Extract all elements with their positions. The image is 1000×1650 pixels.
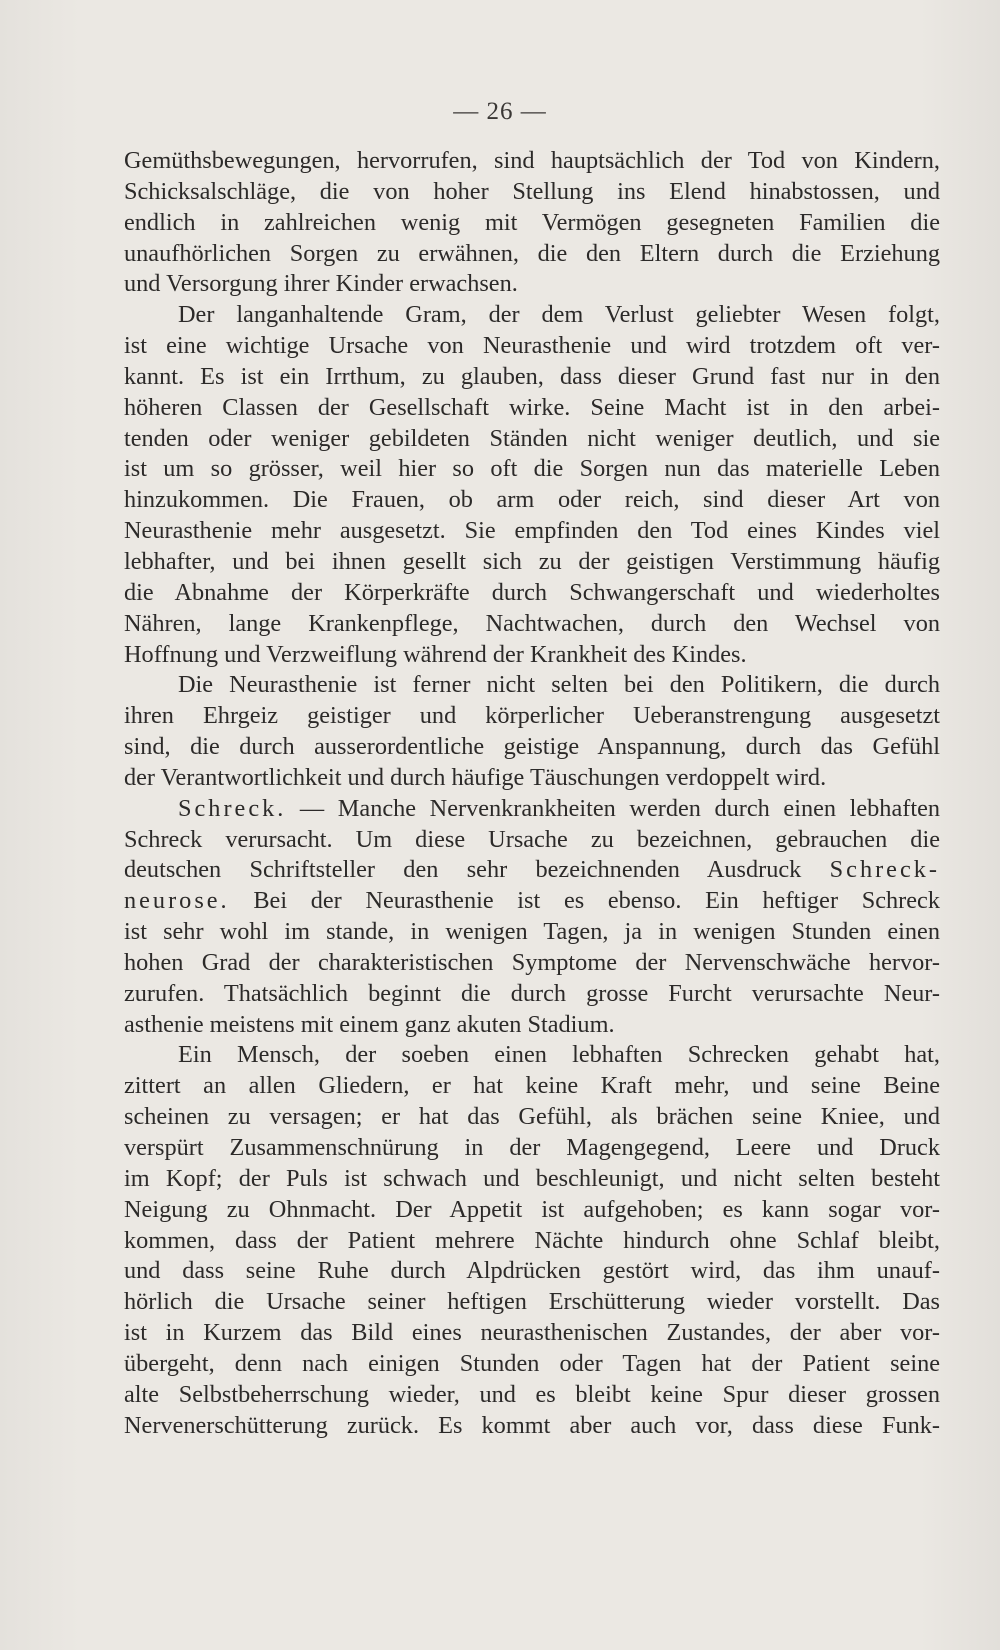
text-line: und Versorgung ihrer Kinder erwachsen. [124, 270, 518, 298]
text-line: hohen Grad der charakteristischen Symptome der Nervenschwäche hervor- [124, 948, 940, 976]
text-line: verspürt Zusammenschnürung in der Magengegend, Leere und Druck [124, 1134, 940, 1161]
line-text: deutschen Schriftsteller den sehr bezeichnenden Ausdruck [124, 856, 802, 884]
text-line: Schicksalschläge, die von hoher Stellung ins Elend hinabstossen, und [124, 177, 940, 205]
term-emphasis: Schreck- [829, 856, 940, 884]
text-line: die Abnahme der Körperkräfte durch Schwangerschaft und wiederholtes [124, 578, 940, 606]
page-number: — 26 — [453, 98, 547, 125]
text-line: Hoffnung und Verzweiflung während der Krankheit des Kindes. [124, 640, 747, 668]
text-line: unaufhörlichen Sorgen zu erwähnen, die den Eltern durch die Erziehung [124, 239, 940, 267]
paragraph-schreck-rest [124, 917, 940, 1040]
text-line: höheren Classen der Gesellschaft wirke. Seine Macht ist in den arbei- [124, 393, 940, 421]
text-line: lebhafter, und bei ihnen gesellt sich zu der geistigen Verstimmung häufig [124, 547, 940, 575]
text-line: im Kopf; der Puls ist schwach und beschleunigt, und nicht selten besteht [124, 1164, 940, 1192]
line-text: — Manche Nervenkrankheiten werden durch einen lebhaften [299, 794, 941, 822]
text-line: kommen, dass der Patient mehrere Nächte hindurch ohne Schlaf bleibt, [124, 1226, 940, 1254]
text-line: endlich in zahlreichen wenig mit Vermögen gesegneten Familien die [124, 208, 940, 236]
text-line: ist eine wichtige Ursache von Neurasthenie und wird trotzdem oft ver- [124, 332, 940, 360]
text-line: der Verantwortlichkeit und durch häufige Täuschungen verdoppelt wird. [124, 763, 827, 791]
text-line: asthenie meistens mit einem ganz akuten Stadium. [124, 1010, 615, 1038]
text-line: Nähren, lange Krankenpflege, Nachtwachen, durch den Wechsel von [124, 609, 940, 637]
text-line: hinzukommen. Die Frauen, ob arm oder reich, sind dieser Art von [124, 486, 940, 514]
text-line: ist um so grösser, weil hier so oft die Sorgen nun das materielle Leben [124, 455, 940, 483]
text-line: übergeht, denn nach einigen Stunden oder Tagen hat der Patient seine [124, 1349, 940, 1377]
text-line: Gemüthsbewegungen, hervorrufen, sind hauptsächlich der Tod von Kindern, [124, 147, 940, 174]
text-line [124, 794, 940, 825]
text-line: Nervenerschütterung zurück. Es kommt aber auch vor, dass diese Funk- [124, 1411, 940, 1439]
text-line: Die Neurasthenie ist ferner nicht selten bei den Politikern, die durch [178, 671, 940, 699]
body-text [124, 146, 940, 1441]
section-heading-schreck: Schreck. [178, 794, 287, 822]
text-line: ist sehr wohl im stande, in wenigen Tagen, ja in wenigen Stunden einen [124, 918, 940, 946]
text-line: ihren Ehrgeiz geistiger und körperlicher Ueberanstrengung ausgesetzt [124, 702, 940, 730]
text-line: zurufen. Thatsächlich beginnt die durch grosse Furcht verursachte Neur- [124, 979, 940, 1007]
term-emphasis: neurose. [124, 887, 230, 915]
text-line: Neigung zu Ohnmacht. Der Appetit ist aufgehoben; es kann sogar vor- [124, 1195, 940, 1223]
text-line: tenden oder weniger gebildeten Ständen nicht weniger deutlich, und sie [124, 424, 940, 452]
text-line: zittert an allen Gliedern, er hat keine Kraft mehr, und seine Beine [124, 1072, 940, 1100]
paragraphs-intro [124, 146, 940, 794]
text-line: alte Selbstbeherrschung wieder, und es bleibt keine Spur dieser grossen [124, 1380, 940, 1408]
text-line: sind, die durch ausserordentliche geistige Anspannung, durch das Gefühl [124, 733, 940, 761]
text-line: Der langanhaltende Gram, der dem Verlust geliebter Wesen folgt, [178, 301, 940, 329]
text-line: Ein Mensch, der soeben einen lebhaften Schrecken gehabt hat, [178, 1041, 940, 1069]
text-line: Neurasthenie mehr ausgesetzt. Sie empfinden den Tod eines Kindes viel [124, 517, 940, 545]
text-line: scheinen zu versagen; er hat das Gefühl, als brächen seine Kniee, und [124, 1103, 940, 1131]
text-line: Schreck verursacht. Um diese Ursache zu bezeichnen, gebrauchen die [124, 825, 940, 853]
paragraph-final [124, 1040, 940, 1441]
text-line: kannt. Es ist ein Irrthum, zu glauben, dass dieser Grund fast nur in den [124, 362, 940, 390]
text-line [124, 886, 940, 917]
line-text: Bei der Neurasthenie ist es ebenso. Ein heftiger Schreck [253, 887, 940, 915]
text-line: ist in Kurzem das Bild eines neurasthenischen Zustandes, der aber vor- [124, 1319, 940, 1347]
text-line [124, 855, 940, 886]
text-line: und dass seine Ruhe durch Alpdrücken gestört wird, das ihm unauf- [124, 1257, 940, 1285]
text-line: hörlich die Ursache seiner heftigen Erschütterung wieder vorstellt. Das [124, 1288, 940, 1316]
